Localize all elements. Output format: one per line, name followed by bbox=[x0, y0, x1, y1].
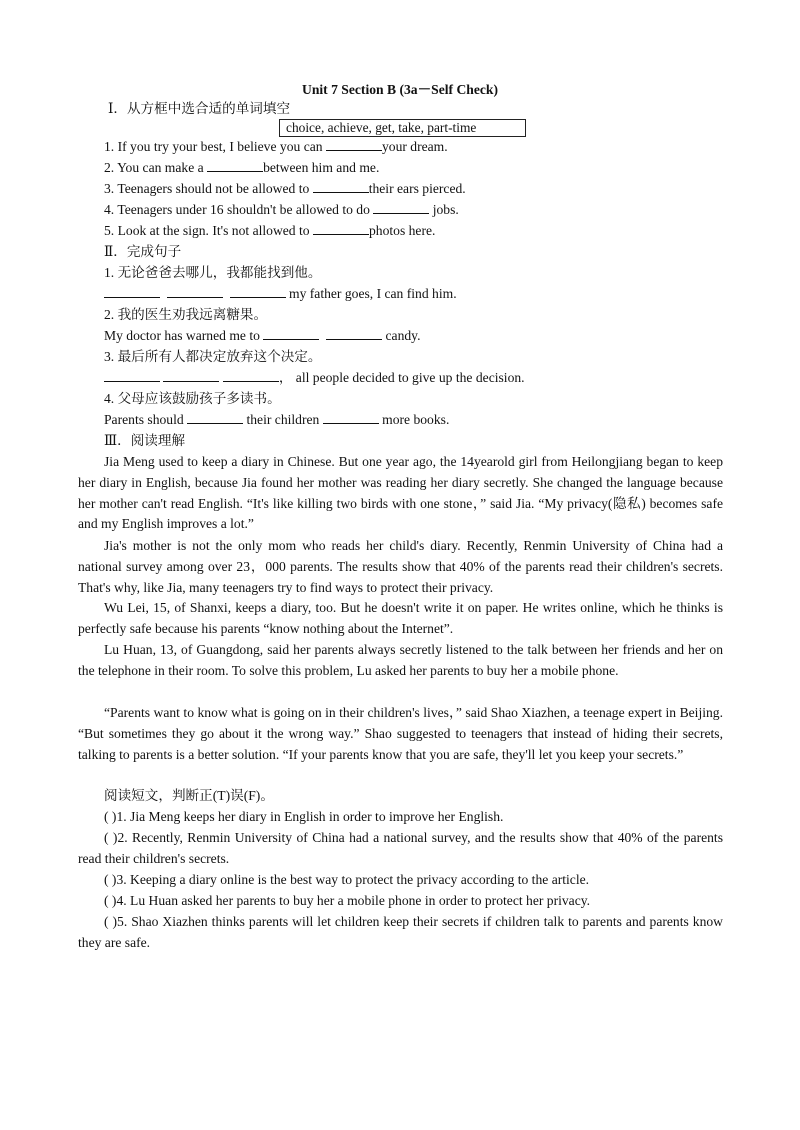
passage-paragraph-4: Lu Huan, 13, of Guangdong, said her parents always secretly listened to the talk between her friends and her on the telephone in their room. To solve this problem, Lu asked her parents to buy her a mobile phone. bbox=[78, 642, 723, 678]
passage-paragraph-3: Wu Lei, 15, of Shanxi, keeps a diary, too. But he doesn't write it on paper. He writes online, which he thinks is perfectly safe because his parents “know nothing about the Internet”. bbox=[78, 600, 723, 636]
fill-item-4-tail: jobs. bbox=[429, 202, 459, 217]
sentence-4-mid: their children bbox=[243, 412, 323, 427]
worksheet-title: Unit 7 Section B (3a－Self Check) bbox=[302, 82, 498, 97]
answer-blank[interactable] bbox=[207, 158, 263, 172]
fill-item-5-text: 5. Look at the sign. It's not allowed to bbox=[104, 223, 313, 238]
fill-item-3-text: 3. Teenagers should not be allowed to bbox=[104, 181, 313, 196]
sentence-1-tail: my father goes, I can find him. bbox=[285, 286, 457, 301]
sentence-3-english bbox=[104, 368, 722, 388]
part2-heading: Ⅱ．完成句子 bbox=[104, 244, 182, 259]
word-box: choice, achieve, get, take, part-time bbox=[279, 119, 526, 137]
answer-blank[interactable] bbox=[104, 284, 160, 298]
answer-blank[interactable] bbox=[223, 368, 279, 382]
fill-item-2 bbox=[104, 158, 722, 178]
fill-item-1-text: 1. If you try your best, I believe you can bbox=[104, 139, 326, 154]
fill-item-2-text: 2. You can make a bbox=[104, 160, 208, 175]
fill-item-1 bbox=[104, 137, 722, 157]
answer-blank[interactable] bbox=[373, 200, 429, 214]
tf-question-3: ( )3. Keeping a diary online is the best way to protect the privacy according to the article. bbox=[104, 872, 590, 887]
answer-blank[interactable] bbox=[163, 368, 219, 382]
answer-blank[interactable] bbox=[167, 284, 223, 298]
sentence-4-chinese: 4. 父母应该鼓励孩子多读书。 bbox=[104, 391, 281, 406]
passage-paragraph-1: Jia Meng used to keep a diary in Chinese. But one year ago, the 14yearold girl from Heilongjiang began to keep her diary in English, because Jia found her mother was reading her diary secretly. She changed the language because her mother can't read English. “It's like killing two birds with one stone，” said Jia. “My privacy(隐私) becomes safe and my English improves a lot.” bbox=[78, 454, 723, 532]
part1-heading: Ⅰ．从方框中选合适的单词填空 bbox=[108, 101, 291, 116]
fill-item-2-tail: between him and me. bbox=[263, 160, 380, 175]
sentence-3-tail: ， all people decided to give up the decision. bbox=[278, 370, 525, 385]
answer-blank[interactable] bbox=[313, 221, 369, 235]
sentence-4-english bbox=[104, 410, 722, 430]
passage-paragraph-5: “Parents want to know what is going on in their children's lives，” said Shao Xiazhen, a teenage expert in Beijing. “But sometimes they go about it the wrong way.” Shao suggested to teenagers that instead of hiding their secrets, talking to parents is a better solution. “If your parents know that you are safe, they'll let you keep your secrets.” bbox=[78, 705, 723, 762]
answer-blank[interactable] bbox=[230, 284, 286, 298]
passage-paragraph-2: Jia's mother is not the only mom who reads her child's diary. Recently, Renmin University of China had a national survey among over 23，000 parents. The results show that 40% of the parents read their children's secrets. That's why, like Jia, many teenagers try to find ways to protect their privacy. bbox=[78, 538, 723, 595]
tf-instruction: 阅读短文，判断正(T)误(F)。 bbox=[104, 788, 274, 803]
part3-heading: Ⅲ．阅读理解 bbox=[104, 433, 186, 448]
sentence-2-head: My doctor has warned me to bbox=[104, 328, 264, 343]
answer-blank[interactable] bbox=[323, 410, 379, 424]
answer-blank[interactable] bbox=[104, 368, 160, 382]
answer-blank[interactable] bbox=[263, 326, 319, 340]
fill-item-1-tail: your dream. bbox=[381, 139, 448, 154]
sentence-4-tail: more books. bbox=[378, 412, 450, 427]
sentence-2-chinese: 2. 我的医生劝我远离糖果。 bbox=[104, 307, 268, 322]
tf-question-4: ( )4. Lu Huan asked her parents to buy her a mobile phone in order to protect her privacy. bbox=[104, 893, 591, 908]
fill-item-3-tail: their ears pierced. bbox=[368, 181, 466, 196]
sentence-1-english bbox=[104, 284, 722, 304]
fill-item-4 bbox=[104, 200, 722, 220]
fill-item-5-tail: photos here. bbox=[368, 223, 436, 238]
sentence-2-english bbox=[104, 326, 722, 346]
fill-item-5 bbox=[104, 221, 722, 241]
fill-item-4-text: 4. Teenagers under 16 shouldn't be allowed to do bbox=[104, 202, 374, 217]
answer-blank[interactable] bbox=[313, 179, 369, 193]
tf-question-2: ( )2. Recently, Renmin University of China had a national survey, and the results show that 40% of the parents read their children's secrets. bbox=[78, 830, 723, 866]
tf-question-5: ( )5. Shao Xiazhen thinks parents will let children keep their secrets if children talk to parents and parents know they are safe. bbox=[78, 914, 723, 950]
fill-item-3 bbox=[104, 179, 722, 199]
sentence-2-tail: candy. bbox=[382, 328, 421, 343]
answer-blank[interactable] bbox=[326, 137, 382, 151]
answer-blank[interactable] bbox=[187, 410, 243, 424]
tf-question-1: ( )1. Jia Meng keeps her diary in English in order to improve her English. bbox=[104, 809, 504, 824]
answer-blank[interactable] bbox=[326, 326, 382, 340]
sentence-4-head: Parents should bbox=[104, 412, 188, 427]
sentence-3-chinese: 3. 最后所有人都决定放弃这个决定。 bbox=[104, 349, 322, 364]
sentence-1-chinese: 1. 无论爸爸去哪儿，我都能找到他。 bbox=[104, 265, 322, 280]
